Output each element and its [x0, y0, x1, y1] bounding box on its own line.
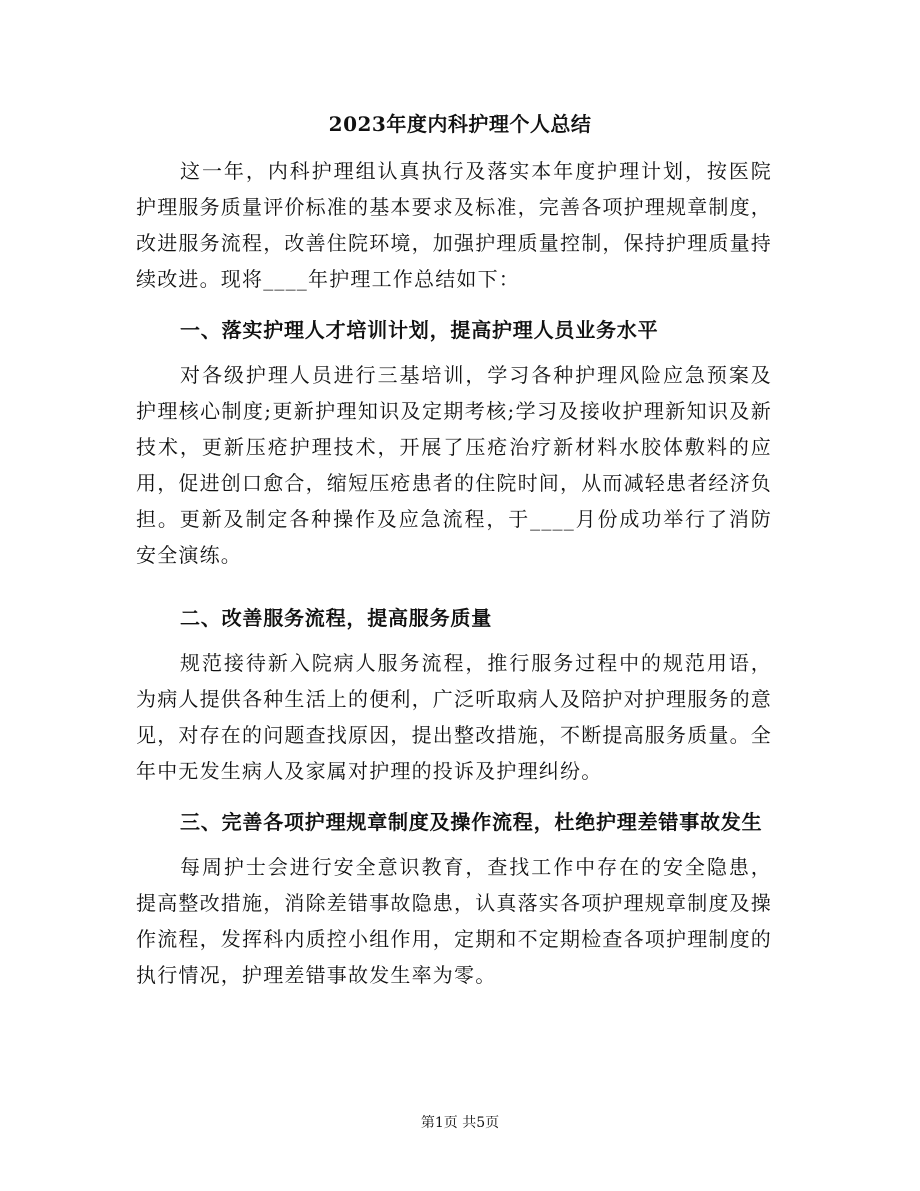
- document-title: 2023年度内科护理个人总结: [328, 112, 592, 136]
- intro-paragraph: 这一年，内科护理组认真执行及落实本年度护理计划，按医院护理服务质量评价标准的基本要求及标准，完善各项护理规章制度，改进服务流程，改善住院环境，加强护理质量控制，保持护理质量持续改进。现将____年护理工作总结如下：: [136, 159, 772, 291]
- section-2-heading: 二、改善服务流程，提高服务质量: [180, 606, 492, 630]
- section-1-heading: 一、落实护理人才培训计划，提高护理人员业务水平: [180, 318, 659, 342]
- section-3-paragraph: 每周护士会进行安全意识教育，查找工作中存在的安全隐患，提高整改措施，消除差错事故隐患，认真落实各项护理规章制度及操作流程，发挥科内质控小组作用，定期和不定期检查各项护理制度的执行情况，护理差错事故发生率为零。: [136, 855, 772, 987]
- page-indicator: 第1页 共5页: [420, 1115, 500, 1131]
- section-3-heading: 三、完善各项护理规章制度及操作流程，杜绝护理差错事故发生: [180, 810, 763, 834]
- section-2-paragraph: 规范接待新入院病人服务流程，推行服务过程中的规范用语，为病人提供各种生活上的便利，广泛听取病人及陪护对护理服务的意见，对存在的问题查找原因，提出整改措施，不断提高服务质量。全年中无发生病人及家属对护理的投诉及护理纠纷。: [136, 651, 772, 783]
- section-1-paragraph: 对各级护理人员进行三基培训，学习各种护理风险应急预案及护理核心制度;更新护理知识及定期考核;学习及接收护理新知识及新技术，更新压疮护理技术，开展了压疮治疗新材料水胶体敷料的应用，促进创口愈合，缩短压疮患者的住院时间，从而减轻患者经济负担。更新及制定各种操作及应急流程，于____月份成功举行了消防安全演练。: [136, 363, 772, 567]
